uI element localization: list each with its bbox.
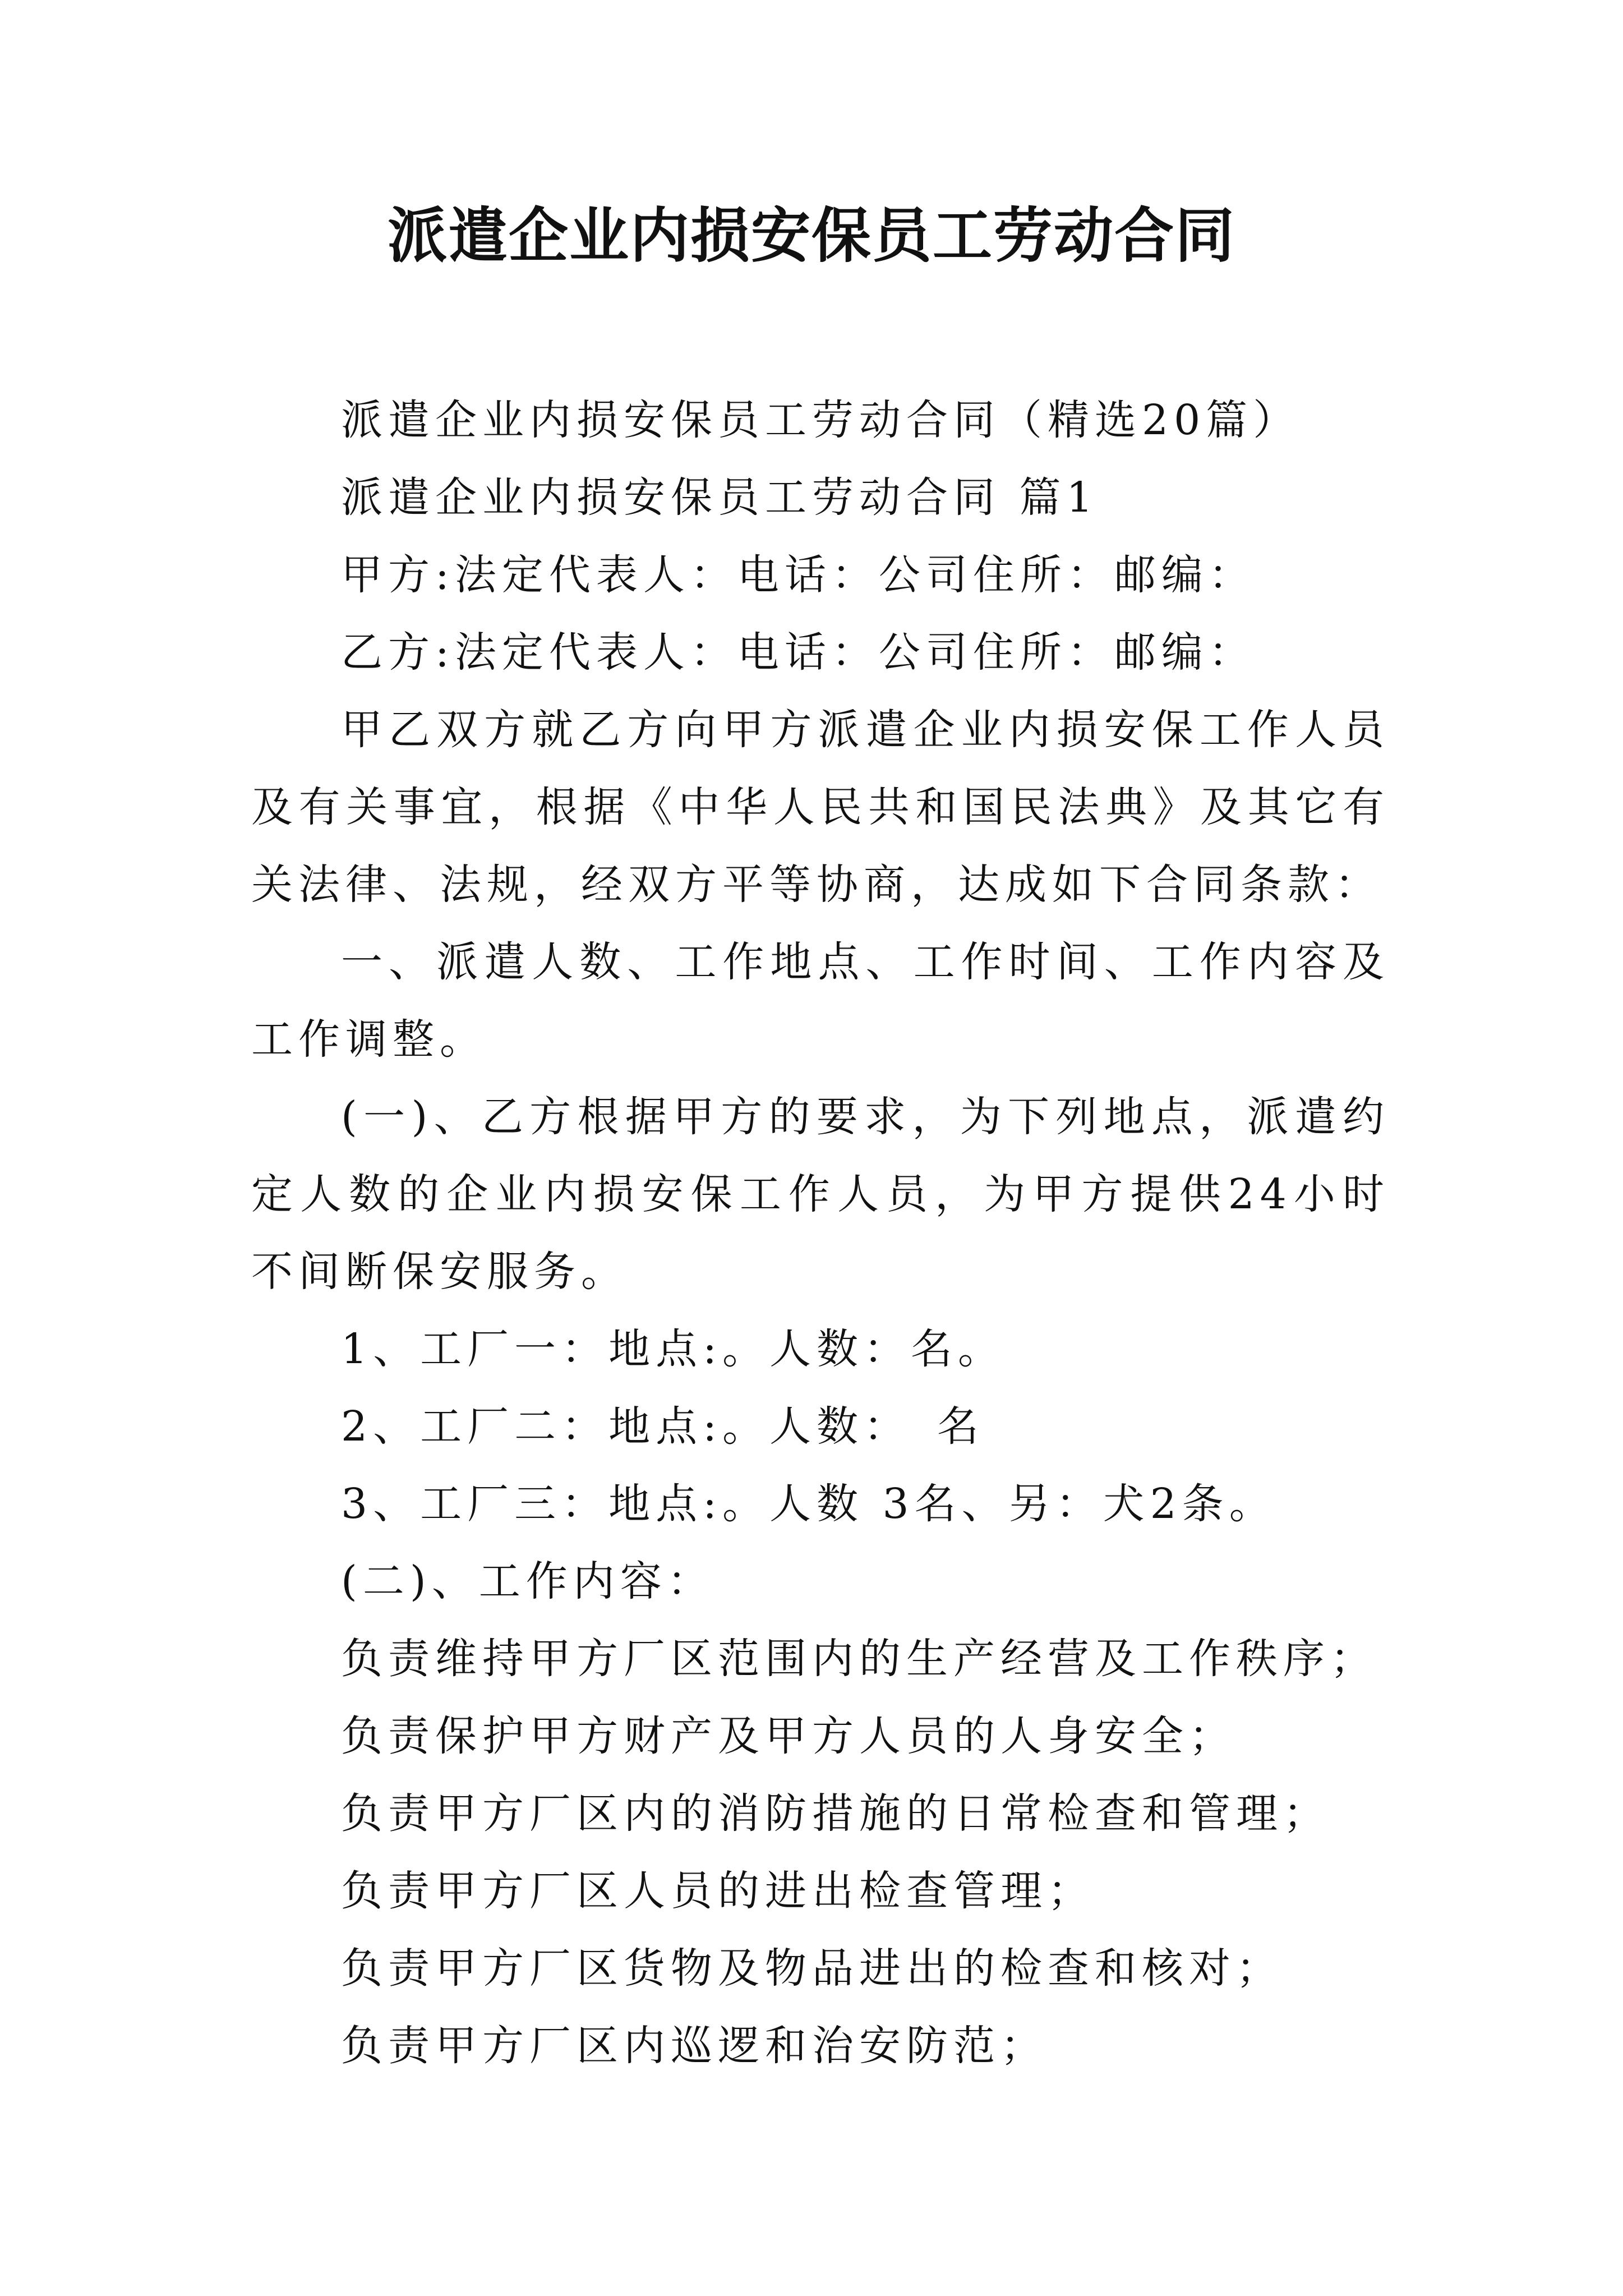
paragraph-factory-3: 3、工厂三：地点:。人数 3名、另：犬2条。	[341, 1480, 1276, 1528]
document-title: 派遣企业内损安保员工劳动合同	[388, 200, 1235, 270]
paragraph-factory-2: 2、工厂二：地点:。人数： 名	[341, 1402, 985, 1451]
paragraph-clause-1-2: (二)、工作内容：	[341, 1557, 714, 1605]
paragraph-subtitle: 派遣企业内损安保员工劳动合同（精选20篇）	[341, 396, 1301, 444]
paragraph-party-b: 乙方:法定代表人：电话：公司住所：邮编：	[341, 628, 1256, 677]
paragraph-section-heading: 派遣企业内损安保员工劳动合同 篇1	[341, 473, 1099, 522]
paragraph-factory-1: 1、工厂一：地点:。人数：名。	[341, 1325, 1006, 1373]
paragraph-party-a: 甲方:法定代表人：电话：公司住所：邮编：	[341, 551, 1256, 599]
paragraph-duty-1: 负责维持甲方厂区范围内的生产经营及工作秩序；	[341, 1635, 1377, 1683]
paragraph-clause-1-1: (一)、乙方根据甲方的要求，为下列地点，派遣约定人数的企业内损安保工作人员，为甲方提供24小时不间断保安服务。	[251, 1093, 1390, 1296]
paragraph-duty-5: 负责甲方厂区货物及物品进出的检查和核对；	[341, 1944, 1283, 1993]
paragraph-duty-3: 负责甲方厂区内的消防措施的日常检查和管理；	[341, 1789, 1330, 1838]
paragraph-preamble: 甲乙双方就乙方向甲方派遣企业内损安保工作人员及有关事宜，根据《中华人民共和国民法典》及其它有关法律、法规，经双方平等协商，达成如下合同条款：	[251, 706, 1390, 909]
paragraph-duty-2: 负责保护甲方财产及甲方人员的人身安全；	[341, 1712, 1236, 1760]
paragraph-clause-1: 一、派遣人数、工作地点、工作时间、工作内容及工作调整。	[251, 938, 1390, 1064]
paragraph-duty-4: 负责甲方厂区人员的进出检查管理；	[341, 1867, 1095, 1915]
document-body	[251, 381, 1390, 2085]
paragraph-duty-6: 负责甲方厂区内巡逻和治安防范；	[341, 2022, 1048, 2070]
